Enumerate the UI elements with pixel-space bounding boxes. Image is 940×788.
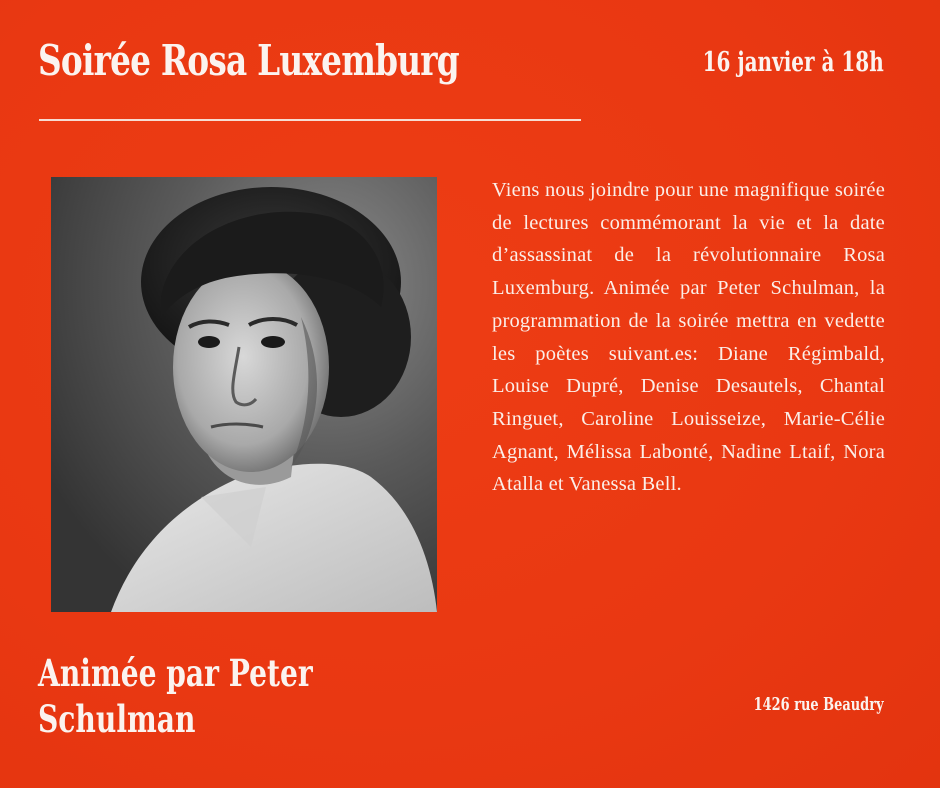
portrait-illustration bbox=[51, 177, 437, 612]
event-date: 16 janvier à 18h bbox=[702, 47, 884, 78]
portrait-photo bbox=[51, 177, 437, 612]
host-heading bbox=[38, 650, 313, 742]
host-line-1: Animée par Peter bbox=[38, 651, 313, 695]
event-address: 1426 rue Beaudry bbox=[753, 694, 884, 715]
host-line-2: Schulman bbox=[38, 697, 196, 741]
title-divider bbox=[39, 119, 581, 121]
event-description: Viens nous joindre pour une magnifique soirée de lectures commémorant la vie et la date d’assassinat de la révolutionnaire Rosa Luxemburg. Animée par Peter Schulman, la programmation de la soirée mettra en vedette les poètes suivant.es: Diane Régimbald, Louise Dupré, Denise Desautels, Chantal Ringuet, Caroline Louisseize, Marie-Célie Agnant, Mélissa Labonté, Nadine Ltaif, Nora Atalla et Vanessa Bell. bbox=[492, 179, 885, 496]
event-title: Soirée Rosa Luxemburg bbox=[38, 36, 459, 85]
